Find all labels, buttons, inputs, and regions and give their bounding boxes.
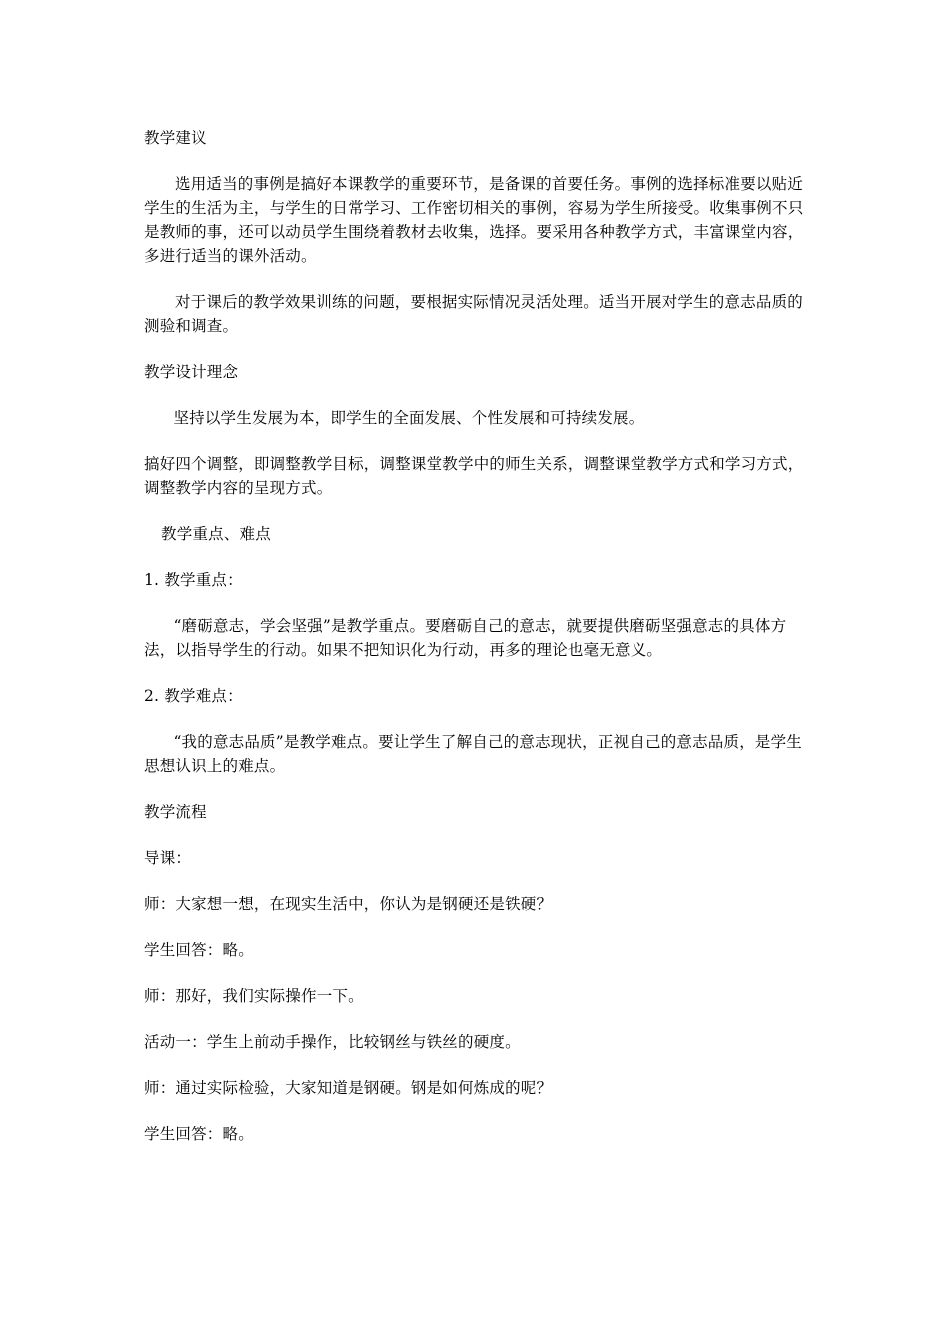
heading-teaching-suggestions: 教学建议	[144, 129, 207, 147]
dialogue-line-1: 师：大家想一想，在现实生活中，你认为是钢硬还是铁硬？	[144, 895, 553, 913]
paragraph-concept-1: 坚持以学生发展为本，即学生的全面发展、个性发展和可持续发展。	[173, 409, 645, 427]
document-body	[144, 126, 810, 1168]
dialogue-line-6: 学生回答：略。	[144, 1125, 254, 1143]
paragraph-difficult-point: “我的意志品质”是教学难点。要让学生了解自己的意志现状，正视自己的意志品质，是学生思想认识上的难点。	[144, 733, 802, 775]
heading-key-difficult: 教学重点、难点	[161, 525, 271, 543]
dialogue-line-3: 师：那好，我们实际操作一下。	[144, 987, 364, 1005]
paragraph-suggestion-2: 对于课后的教学效果训练的问题，要根据实际情况灵活处理。适当开展对学生的意志品质的测验和调查。	[144, 293, 804, 335]
dialogue-line-2: 学生回答：略。	[144, 941, 254, 959]
label-difficult-point: 2. 教学难点：	[144, 687, 243, 705]
paragraph-key-point: “磨砺意志，学会坚强”是教学重点。要磨砺自己的意志，就要提供磨砺坚强意志的具体方法，以指导学生的行动。如果不把知识化为行动，再多的理论也毫无意义。	[144, 617, 787, 659]
heading-process: 教学流程	[144, 803, 207, 821]
dialogue-line-5: 师：通过实际检验，大家知道是钢硬。钢是如何炼成的呢？	[144, 1079, 553, 1097]
label-key-point: 1. 教学重点：	[144, 571, 243, 589]
paragraph-concept-2: 搞好四个调整，即调整教学目标，调整课堂教学中的师生关系，调整课堂教学方式和学习方式，调整教学内容的呈现方式。	[144, 455, 804, 497]
label-intro: 导课：	[144, 849, 192, 867]
paragraph-suggestion-1: 选用适当的事例是搞好本课教学的重要环节，是备课的首要任务。事例的选择标准要以贴近学生的生活为主，与学生的日常学习、工作密切相关的事例，容易为学生所接受。收集事例不只是教师的事，还可以动员学生围绕着教材去收集，选择。要采用各种教学方式，丰富课堂内容，多进行适当的课外活动。	[144, 175, 804, 265]
heading-design-concept: 教学设计理念	[144, 363, 239, 381]
dialogue-line-4: 活动一：学生上前动手操作，比较钢丝与铁丝的硬度。	[144, 1033, 521, 1051]
